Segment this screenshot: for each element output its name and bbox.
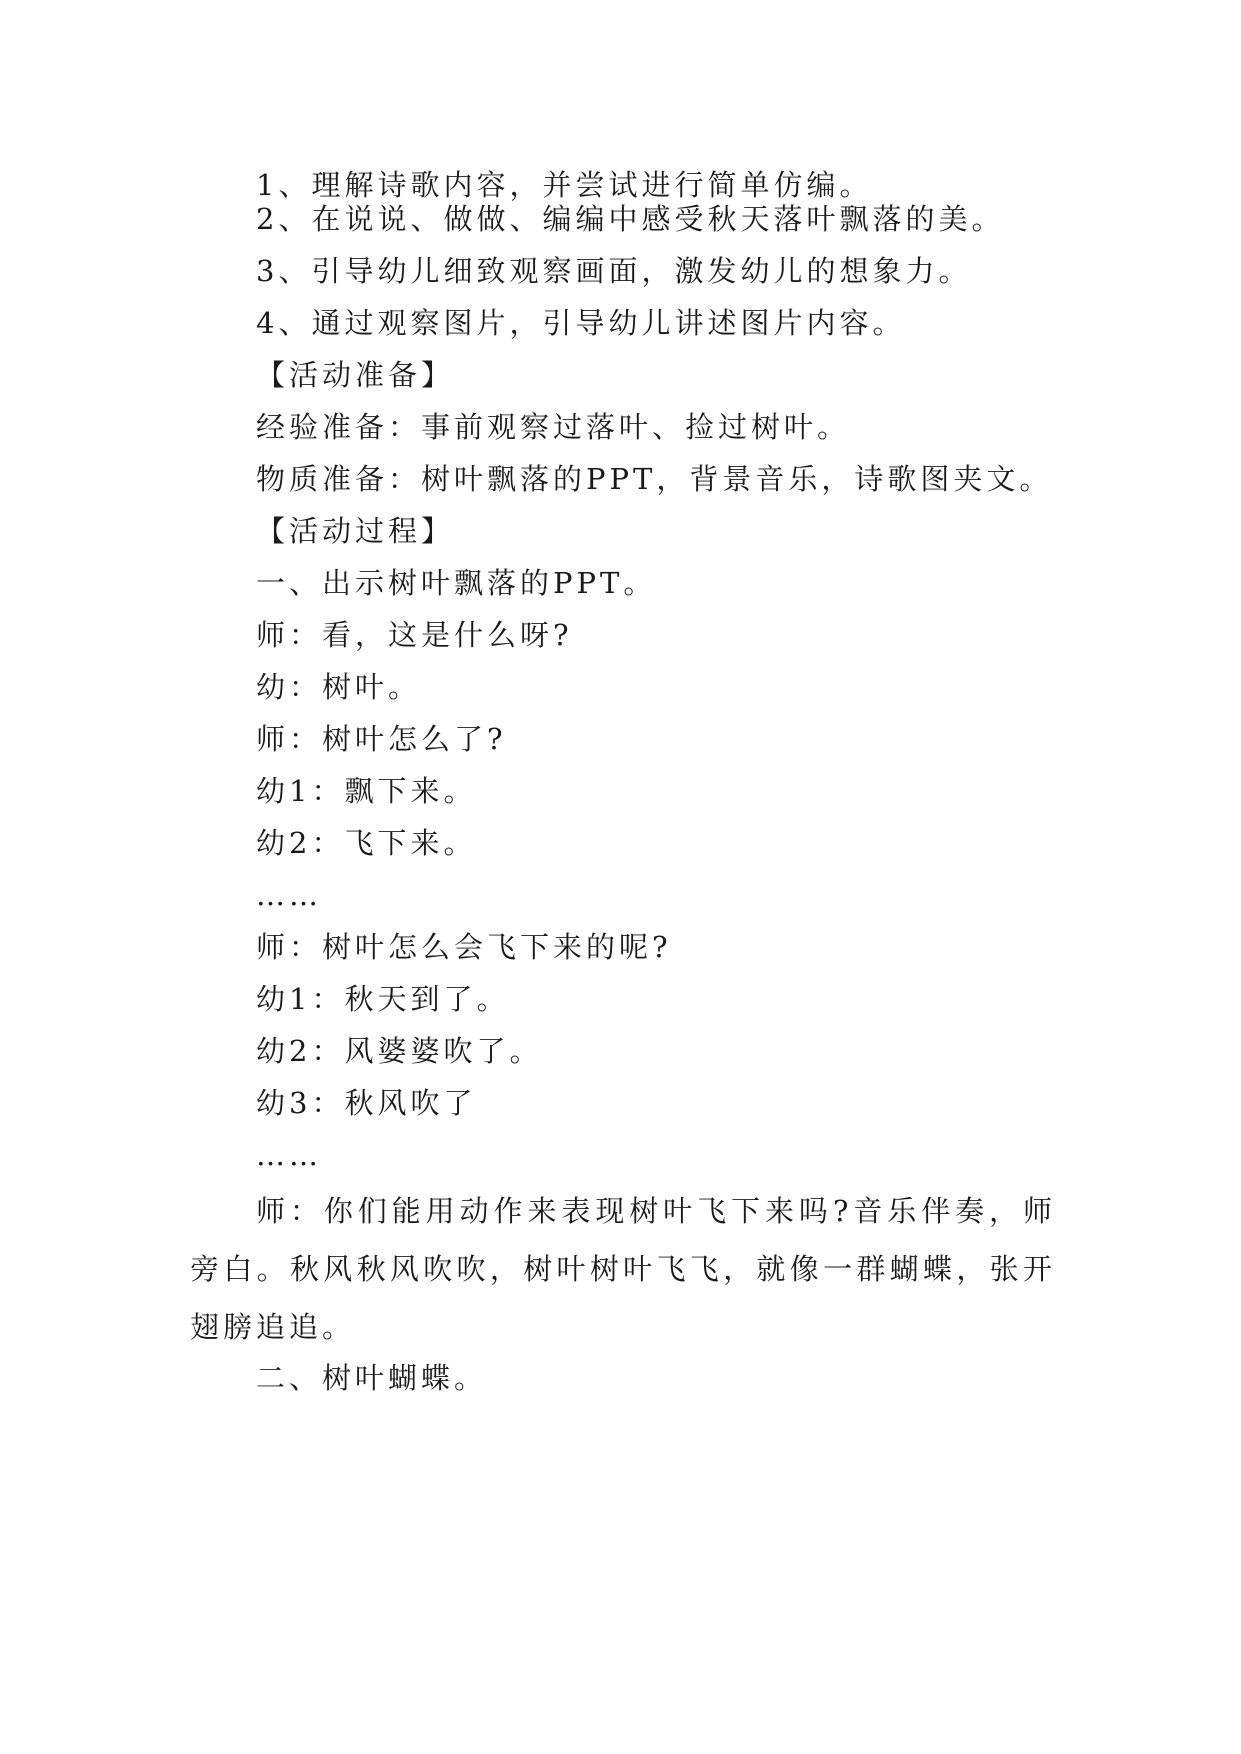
section-heading-preparation: 【活动准备】 xyxy=(256,358,455,392)
dialogue-line: 师：看，这是什么呀? xyxy=(256,618,573,652)
ellipsis: …… xyxy=(256,1138,322,1172)
dialogue-line: 幼：树叶。 xyxy=(256,670,422,704)
dialogue-line: 幼2：风婆婆吹了。 xyxy=(256,1034,543,1068)
teacher-instruction-paragraph: 师：你们能用动作来表现树叶飞下来吗?音乐伴奏，师旁白。秋风秋风吹吹，树叶树叶飞飞，就像一群蝴蝶，张开翅膀追追。 xyxy=(190,1194,1056,1344)
dialogue-line: 师：树叶怎么会飞下来的呢? xyxy=(256,930,672,964)
step-one: 一、出示树叶飘落的PPT。 xyxy=(256,566,657,600)
dialogue-line: 幼3：秋风吹了 xyxy=(256,1086,477,1120)
objective-2: 2、在说说、做做、编编中感受秋天落叶飘落的美。 xyxy=(256,202,1005,236)
material-preparation: 物质准备：树叶飘落的PPT，背景音乐，诗歌图夹文。 xyxy=(256,462,1053,496)
section-heading-process: 【活动过程】 xyxy=(256,514,455,548)
dialogue-line: 幼1：飘下来。 xyxy=(256,774,477,808)
objective-3: 3、引导幼儿细致观察画面，激发幼儿的想象力。 xyxy=(256,254,972,288)
experience-preparation: 经验准备：事前观察过落叶、捡过树叶。 xyxy=(256,410,851,444)
dialogue-line: 幼1：秋天到了。 xyxy=(256,982,510,1016)
dialogue-line: 师：树叶怎么了? xyxy=(256,722,507,756)
dialogue-line: 幼2：飞下来。 xyxy=(256,826,477,860)
step-two: 二、树叶蝴蝶。 xyxy=(256,1361,488,1395)
ellipsis: …… xyxy=(256,878,322,912)
objective-4: 4、通过观察图片，引导幼儿讲述图片内容。 xyxy=(256,306,906,340)
objective-1: 1、理解诗歌内容，并尝试进行简单仿编。 xyxy=(256,168,873,202)
